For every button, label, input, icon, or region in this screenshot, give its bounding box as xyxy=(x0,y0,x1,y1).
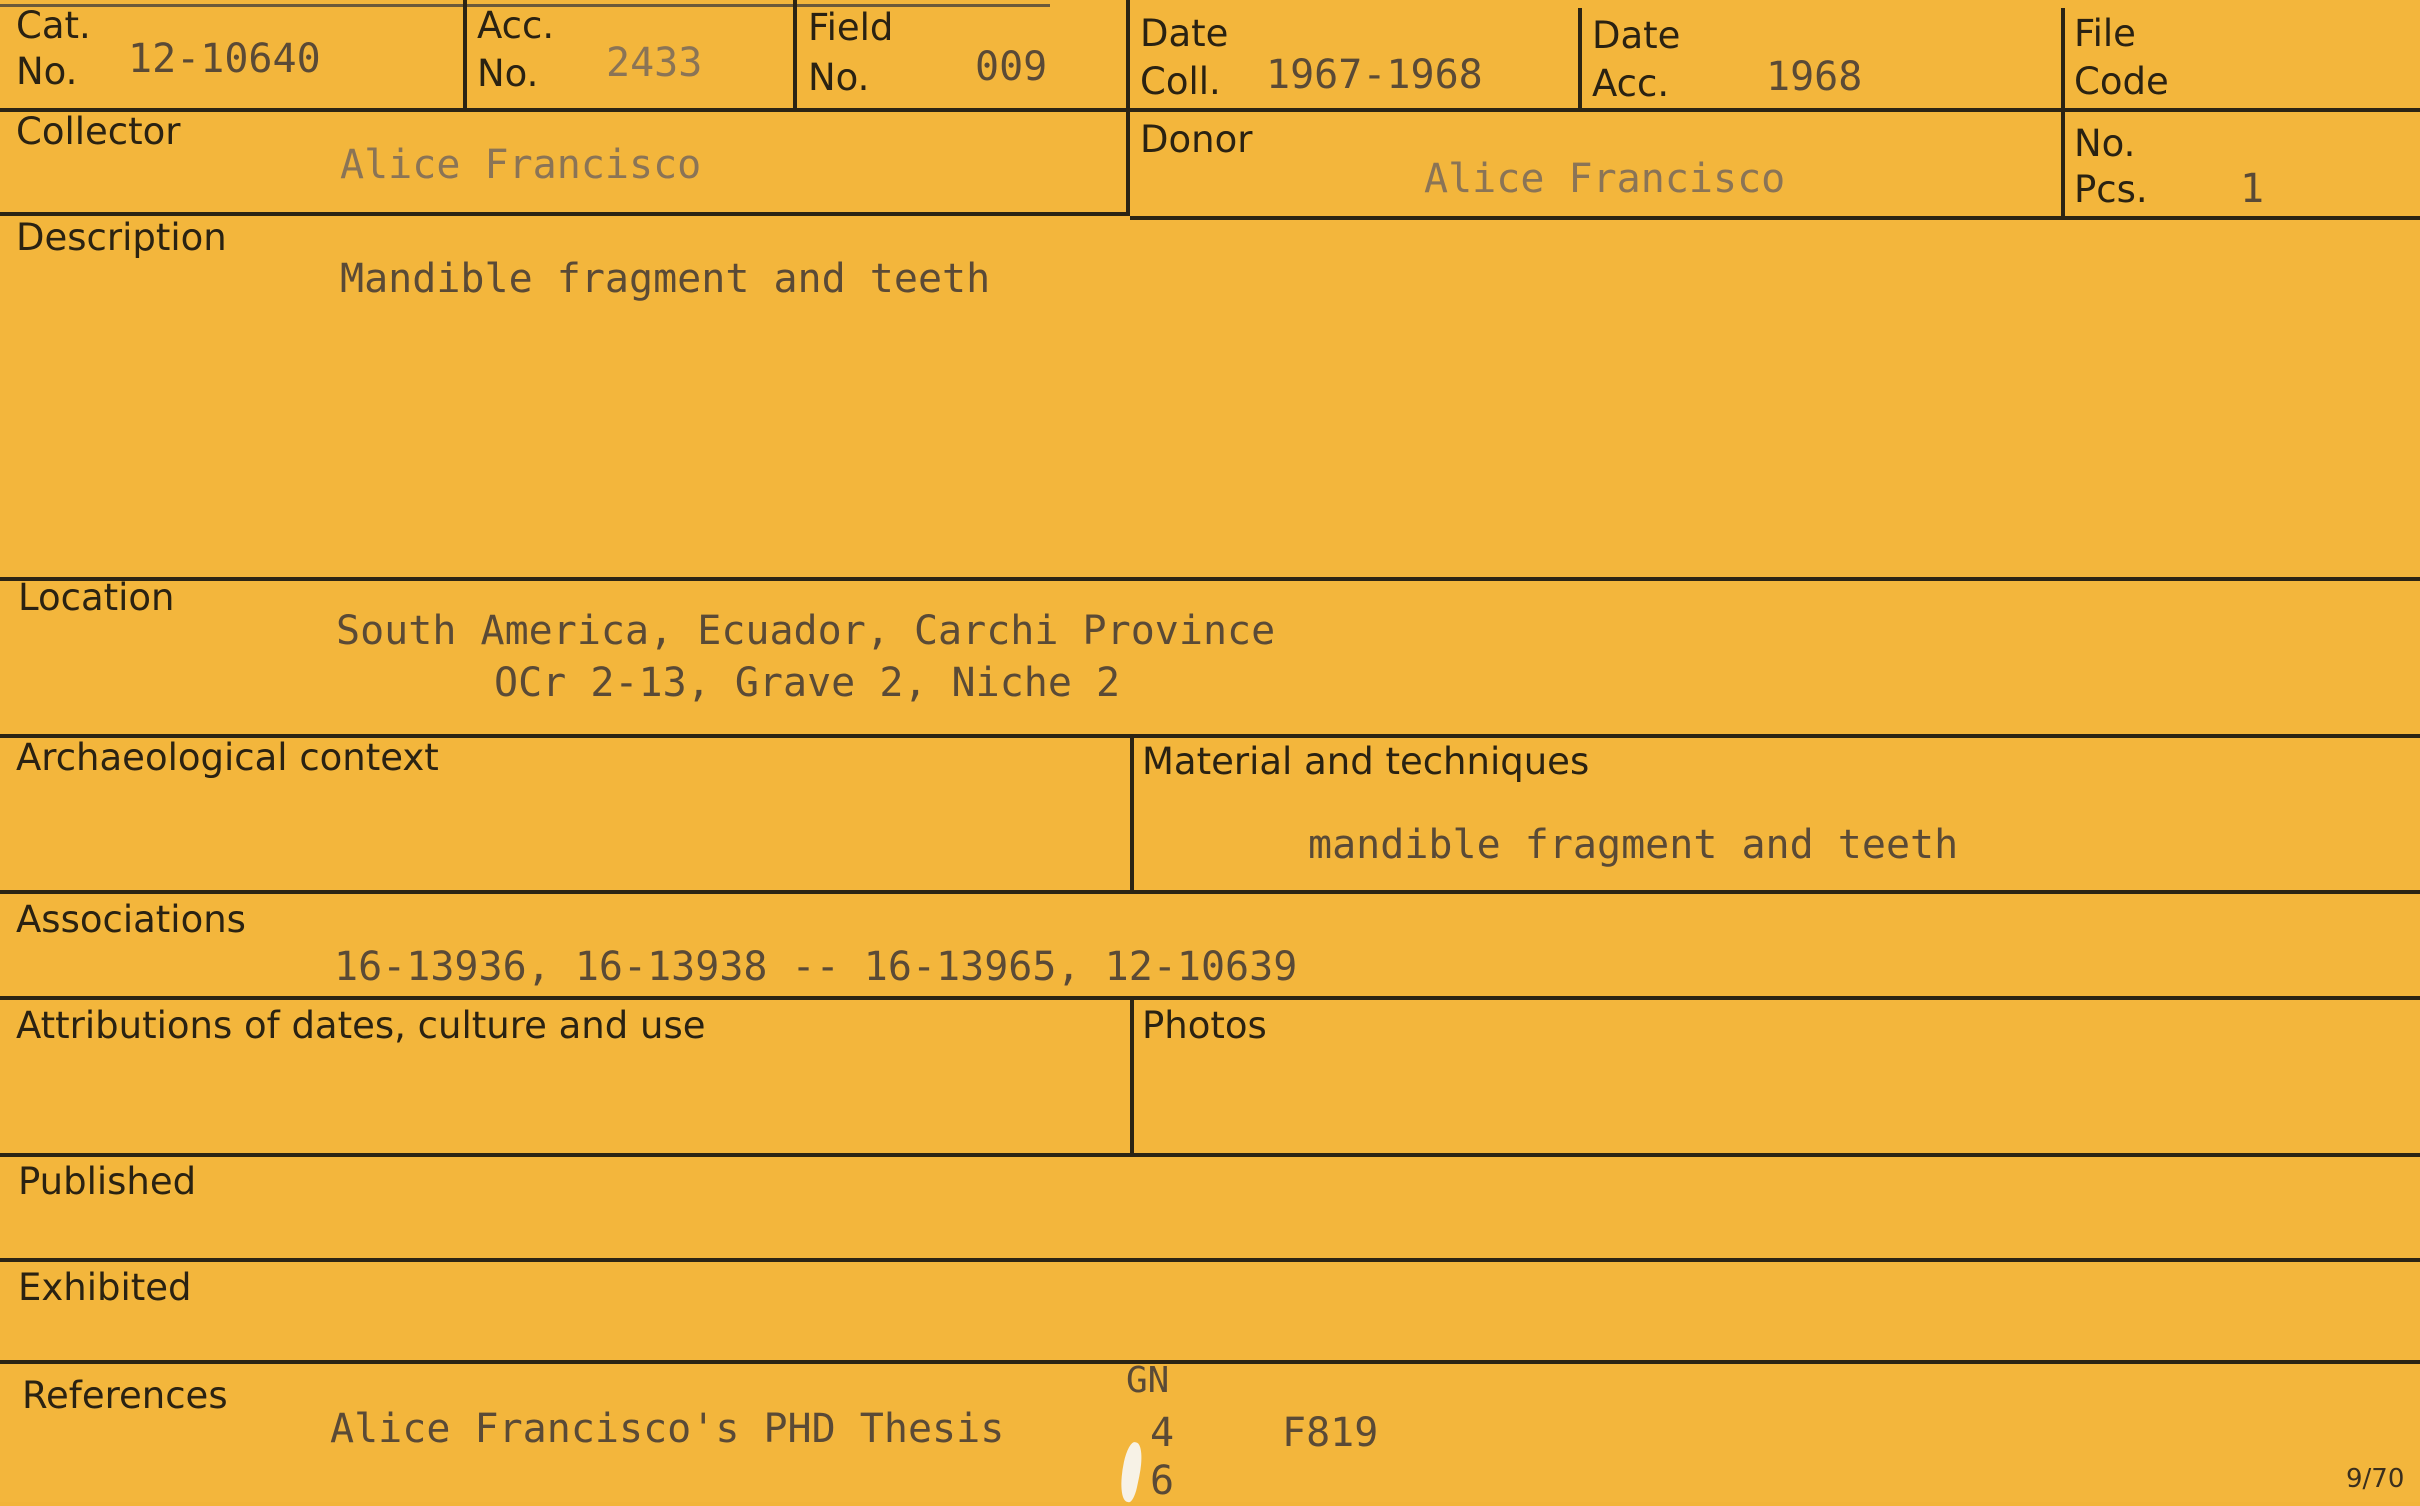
rule-description xyxy=(0,577,2420,581)
rule-published xyxy=(0,1258,2420,1262)
cat-label-top: Cat. xyxy=(16,4,91,47)
file-label-bottom: Code xyxy=(2074,60,2169,103)
divider-field-date xyxy=(1126,0,1130,216)
acc-label-top: Acc. xyxy=(477,4,555,47)
divider-dateacc-file xyxy=(2061,8,2065,218)
exhibited-label: Exhibited xyxy=(18,1266,192,1309)
references-code-right: F819 xyxy=(1282,1410,1379,1456)
field-label-bottom: No. xyxy=(808,56,870,99)
archaeological-context-label: Archaeological context xyxy=(16,736,439,779)
file-label-top: File xyxy=(2074,12,2136,55)
references-label: References xyxy=(22,1374,228,1417)
rule-context xyxy=(0,890,2420,894)
location-line-2: OCr 2-13, Grave 2, Niche 2 xyxy=(494,660,1121,706)
references-value: Alice Francisco's PHD Thesis xyxy=(330,1406,1005,1452)
description-label: Description xyxy=(16,216,227,259)
paper-tear xyxy=(1116,1441,1146,1503)
attributions-label: Attributions of dates, culture and use xyxy=(16,1004,706,1047)
rule-donor xyxy=(1130,216,2420,220)
divider-context-material xyxy=(1130,734,1134,890)
associations-label: Associations xyxy=(16,898,246,941)
rule-header xyxy=(0,108,2420,112)
date-collected: 1967-1968 xyxy=(1266,52,1483,98)
donor-label: Donor xyxy=(1140,118,1253,161)
rule-attributions xyxy=(0,1153,2420,1157)
cat-number: 12-10640 xyxy=(128,36,321,82)
location-line-1: South America, Ecuador, Carchi Province xyxy=(336,608,1276,654)
cat-label-bottom: No. xyxy=(16,50,78,93)
divider-datecoll-dateacc xyxy=(1578,8,1582,108)
acc-label-bottom: No. xyxy=(477,52,539,95)
rule-associations xyxy=(0,996,2420,1000)
description-value: Mandible fragment and teeth xyxy=(340,256,991,302)
references-code-top: GN xyxy=(1126,1360,1170,1401)
date-acc-label-bottom: Acc. xyxy=(1592,62,1670,105)
donor-value: Alice Francisco xyxy=(1424,156,1786,202)
date-acc-label-top: Date xyxy=(1592,14,1681,57)
date-accessioned: 1968 xyxy=(1766,54,1863,100)
collector-label: Collector xyxy=(16,110,181,153)
date-coll-label-bottom: Coll. xyxy=(1140,60,1221,103)
field-label-top: Field xyxy=(808,6,894,49)
material-value: mandible fragment and teeth xyxy=(1308,822,1959,868)
pieces-label-bottom: Pcs. xyxy=(2074,168,2148,211)
references-code-mid: 4 xyxy=(1150,1410,1175,1456)
pieces-label-top: No. xyxy=(2074,122,2136,165)
divider-attributions-photos xyxy=(1130,996,1134,1153)
associations-value: 16-13936, 16-13938 -- 16-13965, 12-10639 xyxy=(334,944,1298,990)
references-code-bottom: 6 xyxy=(1150,1458,1175,1504)
photos-label: Photos xyxy=(1142,1004,1267,1047)
date-coll-label-top: Date xyxy=(1140,12,1229,55)
form-version: 9/70 xyxy=(2346,1464,2405,1494)
published-label: Published xyxy=(18,1160,197,1203)
material-label: Material and techniques xyxy=(1142,740,1590,783)
divider-cat-acc xyxy=(463,0,467,108)
location-label: Location xyxy=(18,576,175,619)
pieces-value: 1 xyxy=(2240,166,2265,212)
rule-exhibited xyxy=(0,1360,2420,1364)
collector-value: Alice Francisco xyxy=(340,142,702,188)
field-number: 009 xyxy=(975,44,1048,90)
divider-acc-field xyxy=(793,0,797,108)
acc-number: 2433 xyxy=(606,40,703,86)
